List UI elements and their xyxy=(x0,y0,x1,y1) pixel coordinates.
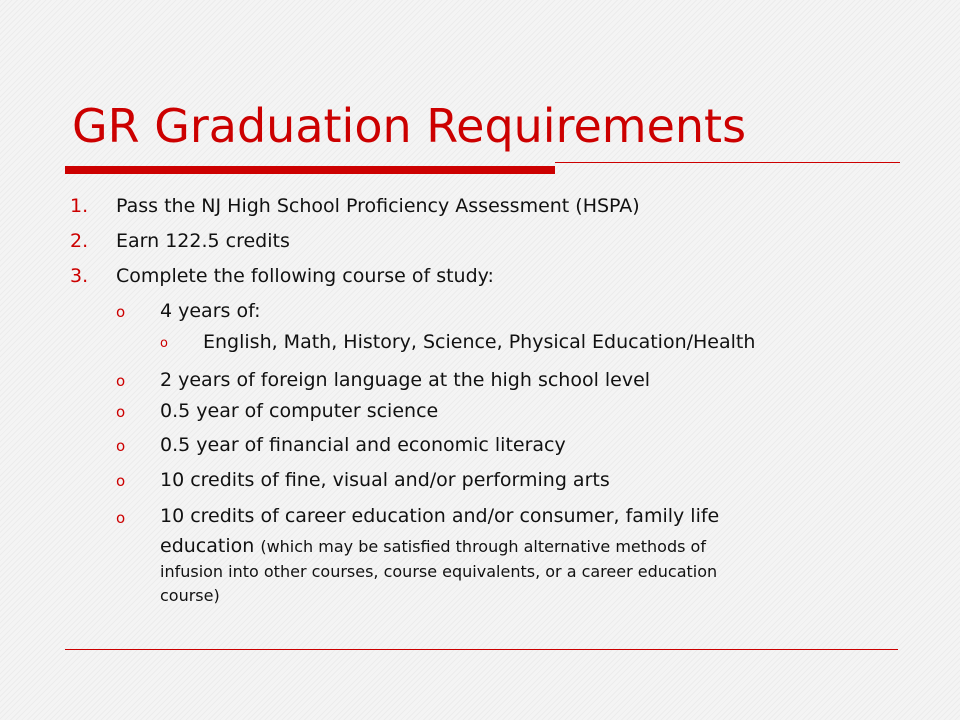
continuation-word: education xyxy=(160,535,255,557)
sub-item-financial-literacy: 0.5 year of financial and economic literacy xyxy=(160,434,566,456)
list-item-hspa: Pass the NJ High School Proficiency Assessment (HSPA) xyxy=(116,195,640,217)
list-item-course-of-study: Complete the following course of study: xyxy=(116,265,494,287)
title-underline-thick xyxy=(65,166,555,174)
sub-item-4-years: 4 years of: xyxy=(160,300,261,322)
list-item-credits: Earn 122.5 credits xyxy=(116,230,290,252)
footer-rule xyxy=(65,649,898,650)
bullet-marker: o xyxy=(116,509,126,527)
list-number-3: 3. xyxy=(70,265,89,287)
bullet-marker: o xyxy=(116,472,126,490)
bullet-marker: o xyxy=(116,403,126,421)
bullet-marker: o xyxy=(116,372,126,390)
title-underline-thin xyxy=(555,162,900,163)
sub-item-arts: 10 credits of fine, visual and/or performing arts xyxy=(160,469,610,491)
sub-item-foreign-language: 2 years of foreign language at the high school level xyxy=(160,369,651,391)
sub-item-computer-science: 0.5 year of computer science xyxy=(160,400,439,422)
bullet-marker: o xyxy=(116,437,126,455)
nested-bullet-marker: o xyxy=(160,336,168,351)
list-number-2: 2. xyxy=(70,230,89,252)
career-education-continuation xyxy=(160,534,706,559)
note-inline: (which may be satisfied through alternative methods of xyxy=(260,537,706,556)
bullet-marker: o xyxy=(116,303,126,321)
list-number-1: 1. xyxy=(70,195,89,217)
note-line-1: infusion into other courses, course equivalents, or a career education xyxy=(160,562,718,581)
slide-title: GR Graduation Requirements xyxy=(72,99,747,153)
nested-item-subjects: English, Math, History, Science, Physical Education/Health xyxy=(203,331,756,353)
note-line-2: course) xyxy=(160,586,220,605)
sub-item-career-education: 10 credits of career education and/or consumer, family life xyxy=(160,505,720,527)
